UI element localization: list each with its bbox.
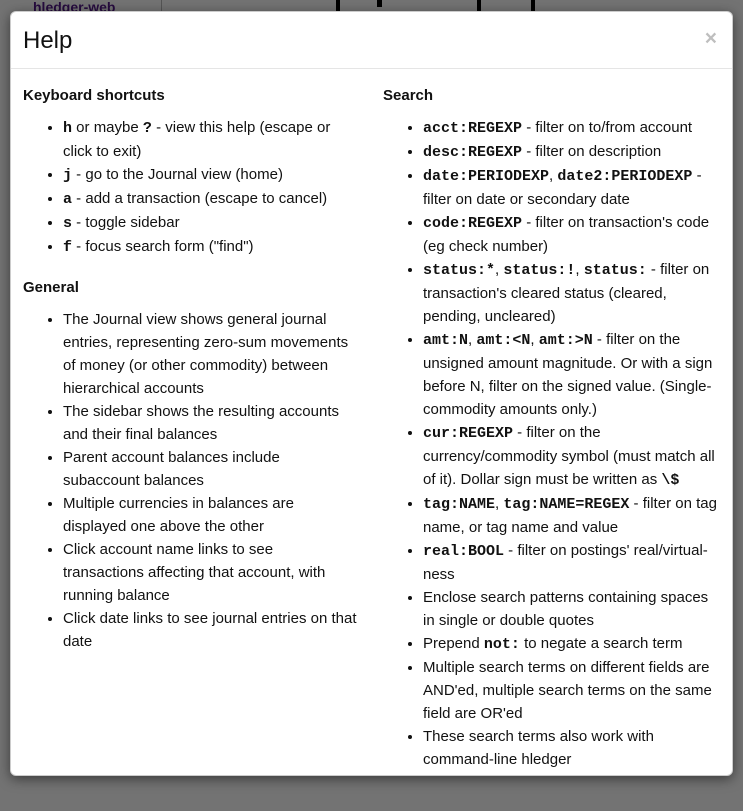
code-term: amt:>N <box>538 332 593 349</box>
code-term: date:PERIODEXP <box>423 168 550 185</box>
left-column <box>23 75 357 776</box>
code-term: code:REGEXP <box>423 215 523 232</box>
text-run: Click account name links to see transactions affecting that account, with running balance <box>63 541 326 604</box>
text-run: - filter on to/from account <box>522 119 693 136</box>
text-run: - filter on tag name, or tag name and value <box>423 495 717 536</box>
list-item <box>423 211 717 258</box>
modal-title: Help <box>23 27 73 54</box>
text-run: , <box>495 495 504 512</box>
list-item <box>63 235 357 259</box>
text-run: - filter on transaction's cleared status (cleared, pending, uncleared) <box>423 261 710 325</box>
code-term: tag:NAME <box>423 496 496 513</box>
text-run: Prepend <box>423 635 484 652</box>
text-run: The Journal view shows general journal entries, representing zero-sum movements of money (or other commodity) between hierarchical accounts <box>63 311 349 397</box>
text-run: - filter on postings' real/virtual-ness <box>423 542 708 583</box>
code-term: tag:NAME=REGEX <box>503 496 630 513</box>
list-item <box>423 539 717 586</box>
bullet-list <box>23 116 357 259</box>
code-term: amt:N <box>423 332 469 349</box>
text-run: - filter on transaction's code (eg check number) <box>423 214 710 255</box>
text-run: , <box>495 261 504 278</box>
help-modal <box>10 11 733 776</box>
list-item <box>63 116 357 163</box>
text-run: The sidebar shows the resulting accounts and their final balances <box>63 403 339 443</box>
code-term: a <box>63 191 73 208</box>
code-term: acct:REGEXP <box>423 120 523 137</box>
list-item <box>423 421 717 492</box>
text-run: - add a transaction (escape to cancel) <box>72 190 328 207</box>
code-term: \$ <box>661 472 680 489</box>
text-run: - filter on date or secondary date <box>423 167 702 208</box>
code-term: h <box>63 120 73 137</box>
code-term: cur:REGEXP <box>423 425 514 442</box>
list-item <box>63 492 357 538</box>
modal-body <box>11 69 732 776</box>
code-term: amt:<N <box>476 332 531 349</box>
code-term: f <box>63 239 73 256</box>
text-run: - toggle sidebar <box>72 214 180 231</box>
text-run: - filter on description <box>522 143 662 160</box>
list-item <box>423 328 717 421</box>
list-item <box>423 116 717 140</box>
code-term: desc:REGEXP <box>423 144 523 161</box>
text-run: Parent account balances include subaccount balances <box>63 449 280 489</box>
list-item <box>63 163 357 187</box>
close-icon[interactable]: × <box>704 27 717 50</box>
code-term: status:! <box>503 262 576 279</box>
text-run: - view this help (escape or click to exit) <box>63 119 331 160</box>
text-run: - filter on the unsigned amount magnitude. Or with a sign before N, filter on the signed value. (Single-commodity amounts only.) <box>423 331 713 418</box>
text-run: , <box>530 331 539 348</box>
text-run: or maybe <box>72 119 143 136</box>
list-item <box>63 187 357 211</box>
code-term: s <box>63 215 73 232</box>
list-item <box>63 211 357 235</box>
code-term: status:* <box>423 262 496 279</box>
text-run: - filter on the currency/commodity symbol (must match all of it). Dollar sign must be written as <box>423 424 715 488</box>
text-run: , <box>549 167 558 184</box>
code-term: not: <box>483 636 520 653</box>
list-item <box>63 538 357 607</box>
text-run: These search terms also work with command-line hledger <box>423 728 654 768</box>
list-item <box>423 492 717 539</box>
right-column <box>383 75 717 776</box>
code-term: ? <box>142 120 152 137</box>
list-item <box>63 607 357 653</box>
list-item <box>63 308 357 400</box>
text-run: Multiple currencies in balances are displayed one above the other <box>63 495 294 535</box>
list-item <box>423 140 717 164</box>
text-run: , <box>468 331 477 348</box>
text-run: to negate a search term <box>519 635 683 652</box>
text-run: Click date links to see journal entries on that date <box>63 610 357 650</box>
list-item <box>423 586 717 632</box>
list-item <box>423 725 717 771</box>
code-term: real:BOOL <box>423 543 505 560</box>
list-item <box>63 400 357 446</box>
code-term: status: <box>583 262 647 279</box>
text-run: Enclose search patterns containing spaces in single or double quotes <box>423 589 709 629</box>
section-heading: General <box>23 279 79 296</box>
section-heading: Keyboard shortcuts <box>23 87 165 104</box>
text-run: Multiple search terms on different fields are AND'ed, multiple search terms on the same field are OR'ed <box>423 659 712 722</box>
list-item <box>63 446 357 492</box>
code-term: j <box>63 167 73 184</box>
bullet-list <box>383 116 717 771</box>
text-run: - go to the Journal view (home) <box>72 166 283 183</box>
list-item <box>423 632 717 656</box>
list-item <box>423 656 717 725</box>
bullet-list <box>23 308 357 653</box>
text-run: , <box>575 261 584 278</box>
modal-header <box>11 12 732 69</box>
text-run: - focus search form ("find") <box>72 238 254 255</box>
list-item <box>423 164 717 211</box>
code-term: date2:PERIODEXP <box>557 168 693 185</box>
list-item <box>423 258 717 328</box>
section-heading: Search <box>383 87 434 104</box>
